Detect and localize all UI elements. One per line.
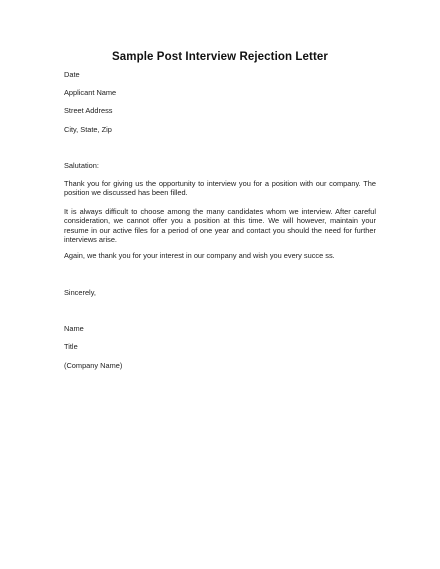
salutation-line: Salutation: xyxy=(64,161,99,170)
closing-line: Sincerely, xyxy=(64,288,96,297)
applicant-name-line: Applicant Name xyxy=(64,88,117,97)
body-paragraph-3: Again, we thank you for your interest in our company and wish you every succe ss. xyxy=(64,251,335,260)
signature-name: Name xyxy=(64,324,84,333)
city-state-zip-line: City, State, Zip xyxy=(64,125,112,134)
date-line: Date xyxy=(64,70,80,79)
body-paragraph-1: Thank you for giving us the opportunity to interview you for a position with our company. The position we discussed has been filled. xyxy=(64,179,376,198)
body-paragraph-2: It is always difficult to choose among the many candidates whom we interview. After careful consideration, we cannot offer you a position at this time. We will however, maintain your resume in our active files for a period of one year and contact you should the need for further interviews arise. xyxy=(64,207,376,244)
street-address-line: Street Address xyxy=(64,106,113,115)
signature-company: (Company Name) xyxy=(64,361,123,370)
signature-title: Title xyxy=(64,342,78,351)
letter-title: Sample Post Interview Rejection Letter xyxy=(112,51,328,63)
